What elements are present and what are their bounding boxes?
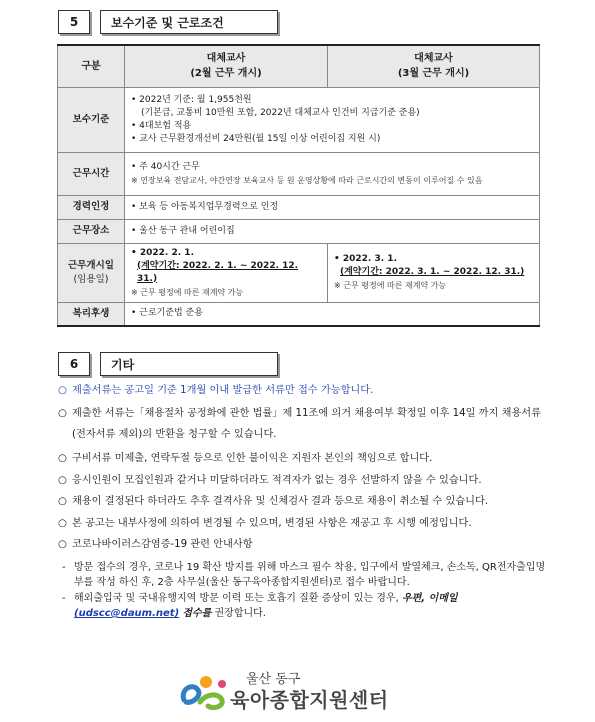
hours-note: ※ 연장보육 전담교사, 야간연장 보육교사 등 원 운영상황에 따라 근로시간의 변동이 이루어질 수 있음 <box>131 175 483 185</box>
row-hours <box>58 152 540 195</box>
label-start-line1: 근무개시일 <box>68 259 114 271</box>
list-item <box>58 538 548 552</box>
hours-line: • 주 40시간 근무 <box>131 161 200 172</box>
dash-text-end: 권장합니다. <box>211 608 266 619</box>
list-item <box>58 384 548 398</box>
value-place: • 울산 동구 관내 어린이집 <box>125 219 540 243</box>
list-item <box>58 517 548 531</box>
dash-item-overseas <box>62 591 548 622</box>
list-item <box>58 474 548 488</box>
list-item <box>58 452 548 466</box>
feb-period: (계약기간: 2022. 2. 1. ~ 2022. 12. 31.) <box>137 260 299 284</box>
item-text: 구비서류 미제출, 연락두절 등으로 인한 불이익은 지원자 본인의 책임으로 합니다. <box>72 453 433 464</box>
label-hours: 근무시간 <box>58 152 125 195</box>
item-text: 코로나바이러스감염증-19 관련 안내사항 <box>72 539 253 550</box>
header-feb <box>125 45 328 87</box>
row-pay <box>58 87 540 152</box>
value-career: • 보육 등 아동복지업무경력으로 인정 <box>125 195 540 219</box>
item-text: 제출한 서류는「채용절차 공정화에 관한 법률」제 11조에 의거 채용여부 확정일 이후 14일 까지 채용서류(전자서류 제외)의 반환을 청구할 수 있습니다. <box>72 407 541 440</box>
label-place: 근무장소 <box>58 219 125 243</box>
header-feb-title: 대체교사 <box>206 53 246 65</box>
section-title: 보수기준 및 근로조건 <box>100 10 278 34</box>
mar-note: ※ 근무 평정에 따른 재계약 가능 <box>334 281 447 290</box>
header-mar-title: 대체교사 <box>414 53 453 65</box>
row-start <box>58 243 540 302</box>
section-6-header <box>58 352 278 376</box>
label-career: 경력인정 <box>58 195 125 219</box>
label-pay: 보수기준 <box>58 87 125 152</box>
pay-line-4: • 교사 근무환경개선비 24만원(월 15일 이상 어린이집 지원 시) <box>131 133 381 144</box>
header-category: 구분 <box>58 45 125 87</box>
mar-date: • 2022. 3. 1. <box>334 254 397 264</box>
circle-bullet: ○ <box>58 407 67 419</box>
section-5-header <box>58 10 278 34</box>
center-logo <box>178 668 408 710</box>
section-title: 기타 <box>100 352 278 376</box>
header-feb-sub: (2월 근무 개시) <box>190 68 262 80</box>
value-pay <box>125 87 540 152</box>
circle-bullet: ○ <box>58 385 67 396</box>
value-start-mar <box>328 243 540 302</box>
label-welfare: 복리후생 <box>58 302 125 326</box>
circle-bullet: ○ <box>58 453 67 464</box>
email-link[interactable]: (udscc@daum.net) <box>74 608 180 619</box>
circle-bullet: ○ <box>58 517 67 529</box>
feb-note: ※ 근무 평정에 따른 재계약 가능 <box>131 287 244 297</box>
label-start-line2: (임용일) <box>73 273 109 285</box>
dash-emph: 우편, 이메일 <box>401 592 458 604</box>
circle-bullet: ○ <box>58 539 67 550</box>
logo-subtitle: 울산 동구 <box>246 672 301 687</box>
pay-line-1: • 2022년 기준: 월 1,955천원 <box>131 94 252 105</box>
mar-period: (계약기간: 2022. 3. 1. ~ 2022. 12. 31.) <box>340 267 525 277</box>
dash-bullet: - <box>62 561 66 573</box>
item-text: 제출서류는 공고일 기준 1개월 이내 발급한 서류만 접수 가능합니다. <box>72 385 374 396</box>
conditions-table <box>57 44 540 327</box>
item-text: 본 공고는 내부사정에 의하여 변경될 수 있으며, 변경된 사항은 재공고 후 시행 예정입니다. <box>72 517 472 529</box>
list-item <box>58 495 548 509</box>
value-hours <box>125 152 540 195</box>
notes-list <box>58 384 548 622</box>
item-text: 채용이 결정된다 하더라도 추후 결격사유 및 신체검사 결과 등으로 채용이 취소될 수 있습니다. <box>72 496 489 507</box>
circle-bullet: ○ <box>58 496 67 507</box>
list-item <box>58 403 548 445</box>
dash-emph-2: 접수를 <box>182 608 212 619</box>
header-mar <box>328 45 540 87</box>
dash-bullet: - <box>62 592 66 604</box>
row-place <box>58 219 540 243</box>
dash-item-visit <box>62 560 548 591</box>
dash-text: 방문 접수의 경우, 코로나 19 확산 방지를 위해 마스크 필수 착용, 입구에서 발열체크, 손소독, QR전자출입명부를 작성 하신 후, 2층 사무실(울산 동구육아종합지원센터)로 접수 바랍니다. <box>74 561 546 588</box>
feb-date: • 2022. 2. 1. <box>131 247 194 258</box>
value-welfare: • 근로기준법 준용 <box>125 302 540 326</box>
value-start-feb <box>125 243 328 302</box>
circle-bullet: ○ <box>58 474 67 486</box>
section-number: 6 <box>58 352 90 376</box>
section-number: 5 <box>58 10 90 34</box>
row-career <box>58 195 540 219</box>
dash-text: 해외출입국 및 국내유행지역 방문 이력 또는 호흡기 질환 증상이 있는 경우, <box>74 592 402 604</box>
pay-line-3: • 4대보험 적용 <box>131 120 192 131</box>
logo-title: 육아종합지원센터 <box>230 688 389 712</box>
pay-line-2: (기본급, 교통비 10만원 포함, 2022년 대체교사 인건비 지급기준 준용) <box>141 107 420 118</box>
label-start <box>58 243 125 302</box>
row-welfare <box>58 302 540 326</box>
header-mar-sub: (3월 근무 개시) <box>397 68 470 80</box>
logo-mark-icon <box>178 672 230 712</box>
item-text: 응시인원이 모집인원과 같거나 미달하더라도 적격자가 없는 경우 선발하지 않을 수 있습니다. <box>72 474 482 486</box>
